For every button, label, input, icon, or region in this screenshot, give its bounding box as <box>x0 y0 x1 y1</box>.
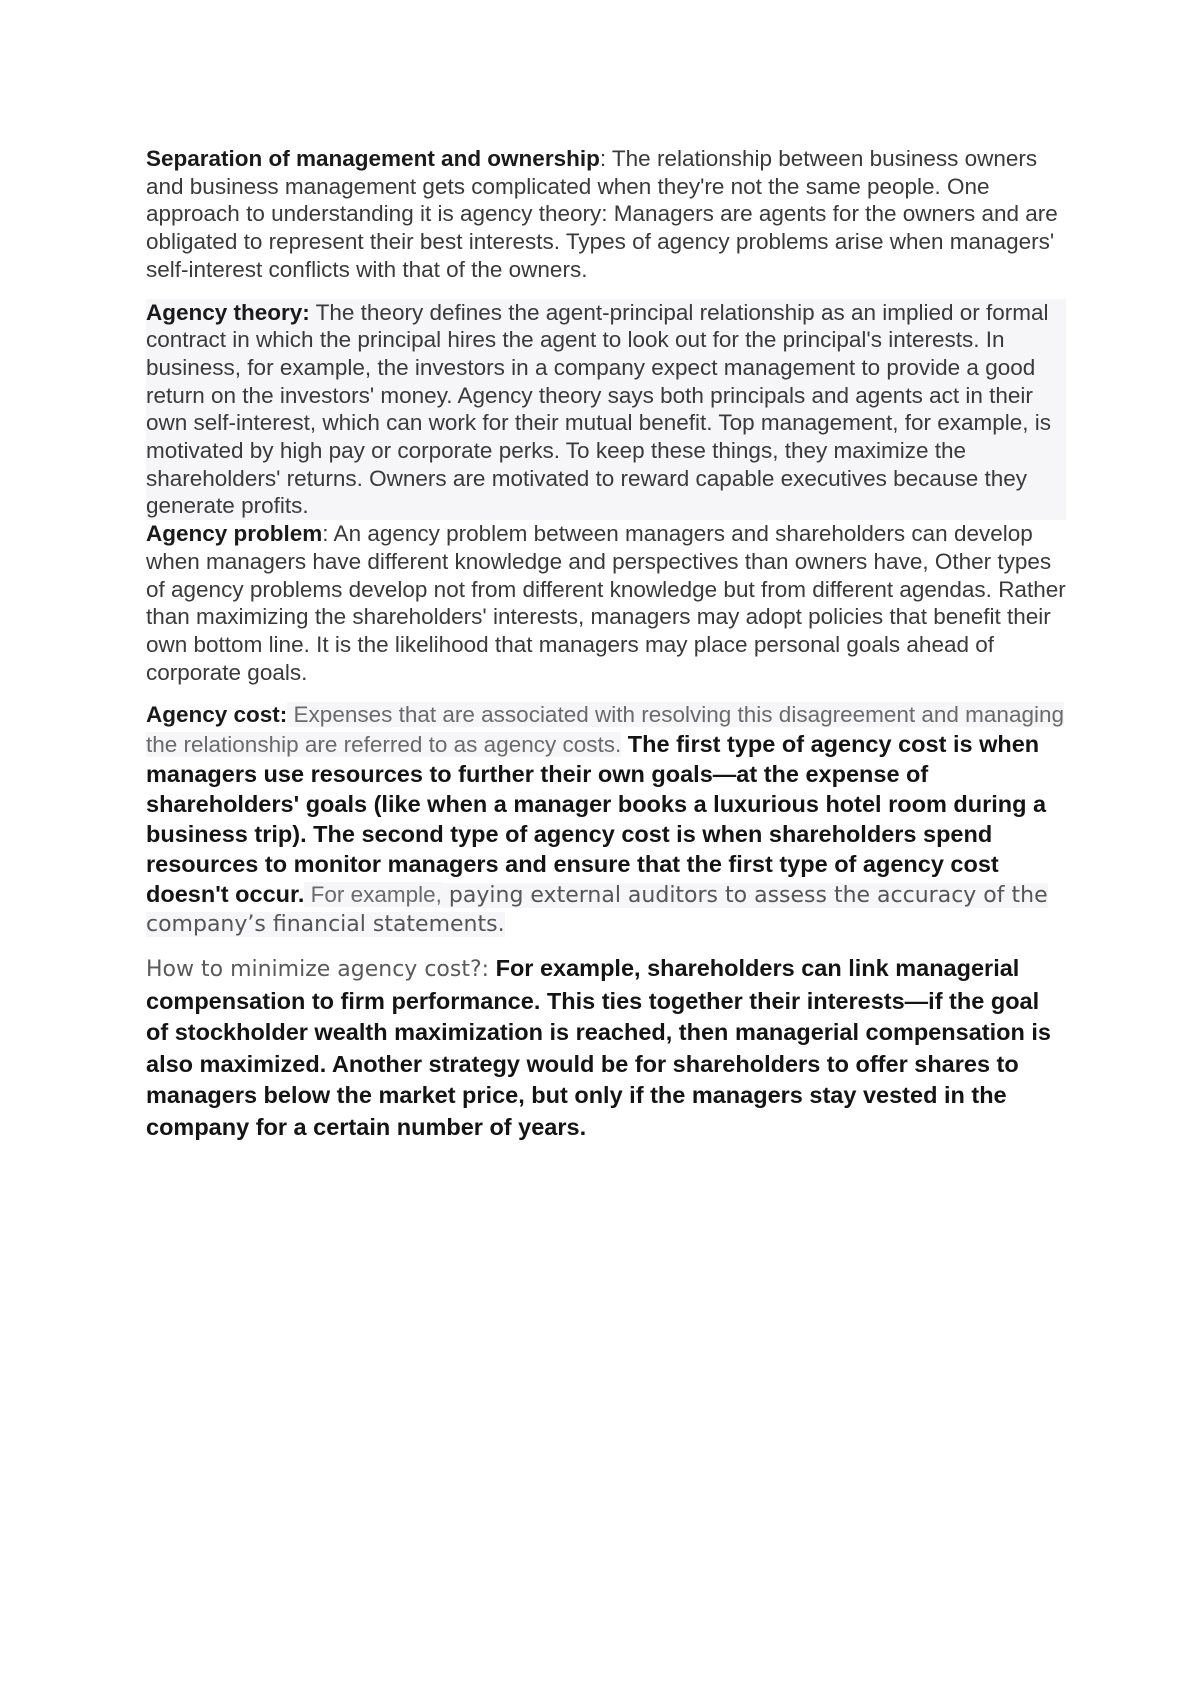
body-agency-theory: The theory defines the agent-principal relationship as an implied or formal contract in which the principal hires the agent to look out for the principal's interests. In business, for example, the investors in a company expect management to provide a good return on the investors' money. Agency theory says both principals and agents act in their own self-interest, which can work for their mutual benefit. Top management, for example, is motivated by high pay or corporate perks. To keep these things, they maximize the shareholders' returns. Owners are motivated to reward capable executives because they generate profits. <box>146 299 1052 519</box>
document-body <box>146 145 1066 1143</box>
agency-cost-example: paying external auditors to assess the accuracy of the company’s financial statements. <box>146 883 1048 937</box>
paragraph-agency-problem <box>146 520 1066 686</box>
minimize-question: How to minimize agency cost?: <box>146 957 490 983</box>
agency-cost-definition: Expenses that are associated with resolving this disagreement and managing the relationship are referred to as agency costs. <box>146 702 1064 758</box>
paragraph-separation <box>146 145 1066 284</box>
body-agency-problem: : An agency problem between managers and shareholders can develop when managers have different knowledge and perspectives than owners have, Other types of agency problems develop not from different knowledge but from different agendas. Rather than maximizing the shareholders' interests, managers may adopt policies that benefit their own bottom line. It is the likelihood that managers may place personal goals ahead of corporate goals. <box>146 521 1066 685</box>
agency-cost-types: The first type of agency cost is when managers use resources to further their own goals—at the expense of shareholders' goals (like when a manager books a luxurious hotel room during a business trip). The second type of agency cost is when shareholders spend resources to monitor managers and ensure that the first type of agency cost doesn't occur. <box>146 731 1047 908</box>
paragraph-minimize <box>146 953 1066 1143</box>
agency-cost-example-lead: For example, <box>304 882 442 908</box>
term-agency-cost: Agency cost: <box>146 702 288 728</box>
body-separation: : The relationship between business owners and business management gets complicated when they're not the same people. One approach to understanding it is agency theory: Managers are agents for the owners and are obligated to represent their best interests. Types of agency problems arise when managers' self-interest conflicts with that of the owners. <box>146 146 1058 282</box>
paragraph-agency-theory <box>146 299 1066 521</box>
term-agency-theory: Agency theory: <box>146 299 310 325</box>
term-separation: Separation of management and ownership <box>146 146 600 171</box>
paragraph-agency-cost <box>146 701 1066 938</box>
minimize-answer: For example, shareholders can link managerial compensation to firm performance. This ties together their interests—if the goal of stockholder wealth maximization is reached, then managerial compensation is also maximized. Another strategy would be for shareholders to offer shares to managers below the market price, but only if the managers stay vested in the company for a certain number of years. <box>146 955 1051 1140</box>
term-agency-problem: Agency problem <box>146 521 323 547</box>
